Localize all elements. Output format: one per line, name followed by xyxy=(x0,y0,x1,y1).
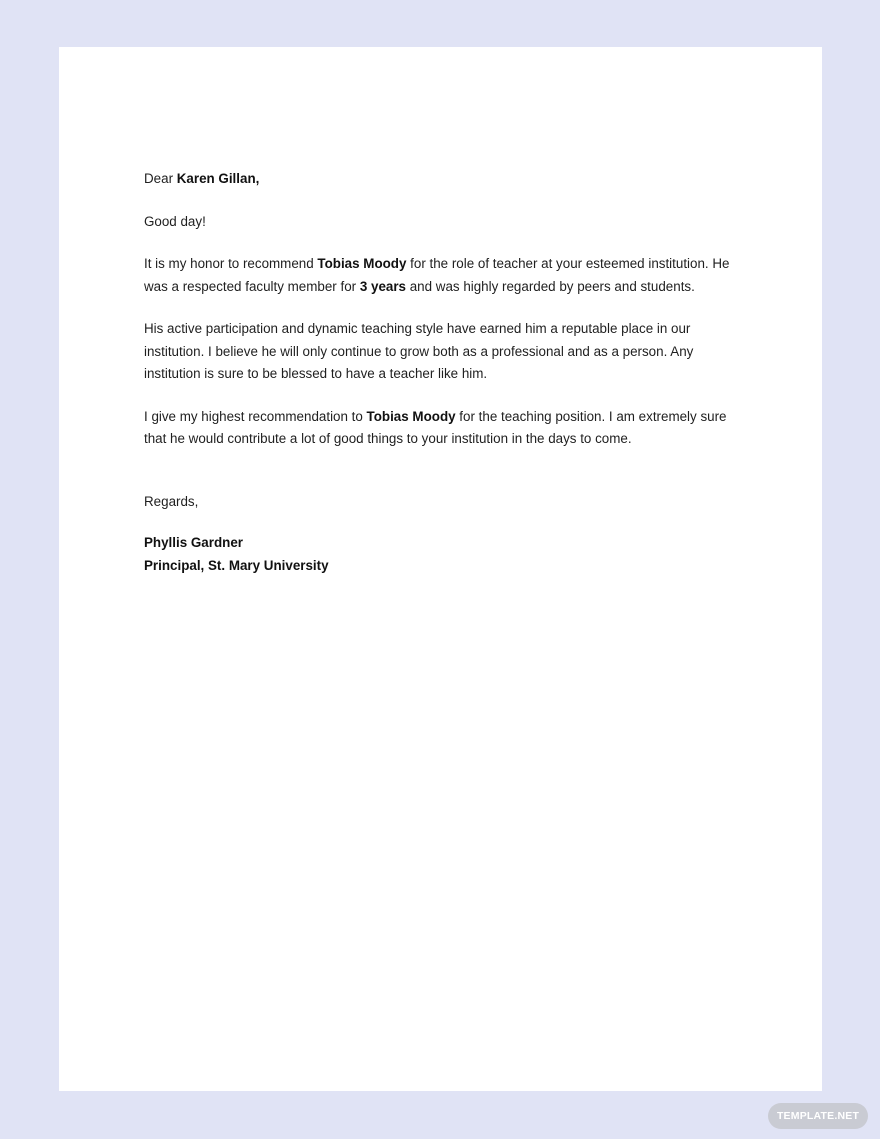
paragraph-3: I give my highest recommendation to Tobias Moody for the teaching position. I am extremely sure that he would contribute a lot of good things to your institution in the days to come. xyxy=(144,408,727,446)
recipient-name: Karen Gillan, xyxy=(176,171,260,186)
salutation: Dear Karen Gillan, xyxy=(144,171,260,186)
paragraph-2: His active participation and dynamic teaching style have earned him a reputable place in our institution. I believe he will only continue to grow both as a professional and as a person. Any institution is sure to be blessed to have a teacher like him. xyxy=(144,321,694,381)
template-net-watermark: TEMPLATE.NET xyxy=(768,1103,868,1129)
greeting: Good day! xyxy=(144,213,206,229)
years-of-service: 3 years xyxy=(359,278,406,294)
letter-body xyxy=(144,168,744,577)
signer-title: Principal, St. Mary University xyxy=(144,557,329,573)
candidate-name: Tobias Moody xyxy=(366,408,456,424)
candidate-name: Tobias Moody xyxy=(317,256,407,271)
closing: Regards, xyxy=(144,493,199,509)
signer-name: Phyllis Gardner xyxy=(144,535,243,550)
letter-page xyxy=(59,47,822,1091)
paragraph-1: It is my honor to recommend Tobias Moody for the role of teacher at your esteemed institution. He was a respected faculty member for 3 years and was highly regarded by peers and students. xyxy=(144,256,730,294)
